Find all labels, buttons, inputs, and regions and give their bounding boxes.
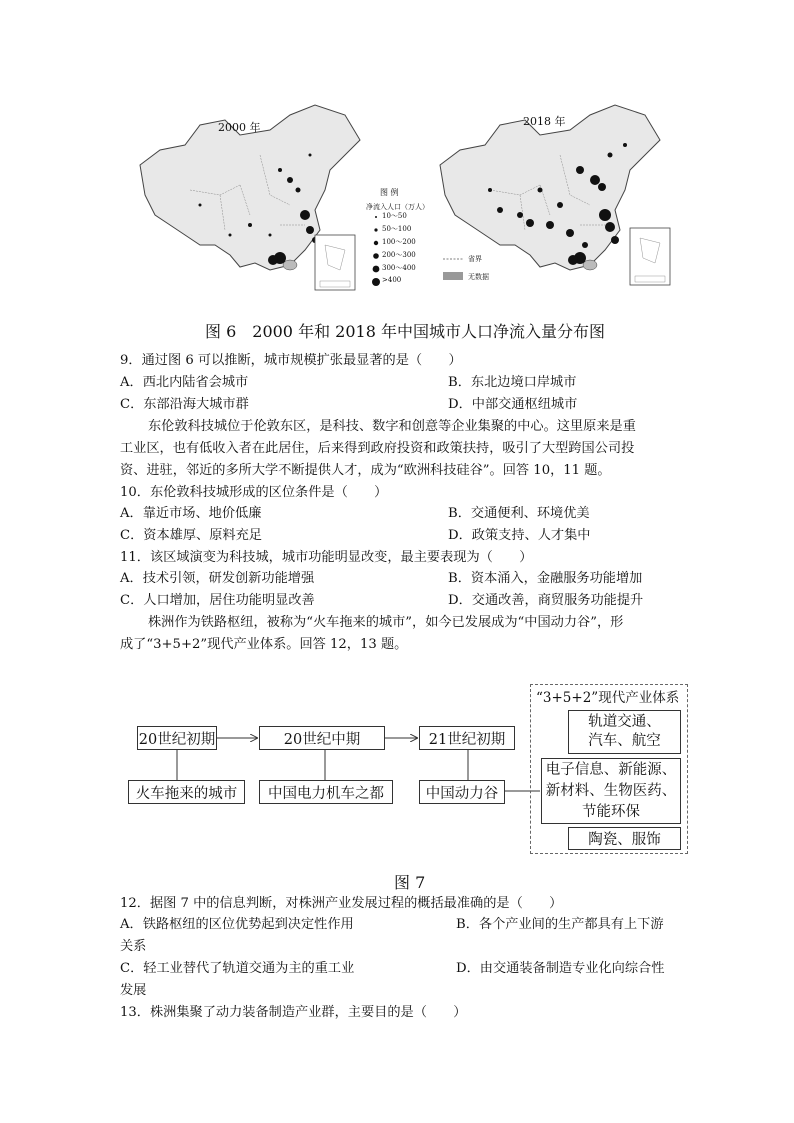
passage2-line: 成了“3+5+2”现代产业体系。回答 12，13 题。 [120, 637, 408, 652]
passage1-line: 资、进驻，邻近的多所大学不断提供人才，成为“欧洲科技硅谷”。回答 10，11 题。 [120, 463, 611, 478]
legend-province: 省界 [468, 255, 482, 263]
q11-option-d: D．交通改善，商贸服务功能提升 [448, 593, 644, 608]
industry-box-3 [568, 710, 681, 754]
q10-option-c: C．资本雄厚、原料充足 [120, 528, 262, 543]
legend-subtitle: 净流入人口（万人） [366, 203, 429, 211]
industry-box-5 [541, 758, 681, 824]
map-2000 [130, 95, 400, 300]
industry5-line: 节能环保 [582, 803, 640, 820]
map-2018-title: 2018 年 [523, 115, 566, 128]
figure-7-caption: 图 7 [394, 873, 426, 892]
q10-stem: 10．东伦敦科技城形成的区位条件是（ ） [120, 485, 388, 500]
map-2000-title: 2000 年 [218, 121, 261, 134]
q12-option-d-cont: 发展 [120, 983, 147, 998]
q12-option-a: A．铁路枢纽的区位优势起到决定性作用 [120, 917, 354, 932]
q12-option-c: C．轻工业替代了轨道交通为主的重工业 [120, 961, 355, 976]
q11-stem: 11．该区域演变为科技城，城市功能明显改变，最主要表现为（ ） [120, 550, 533, 565]
label-box-locomotive-capital: 中国电力机车之都 [259, 780, 393, 804]
q13-stem: 13．株洲集聚了动力装备制造产业群，主要目的是（ ） [120, 1005, 467, 1020]
legend-item: >400 [382, 276, 402, 284]
q12-option-b-cont: 关系 [120, 939, 147, 954]
q10-option-d: D．政策支持、人才集中 [448, 528, 591, 543]
industry5-line: 新材料、生物医药、 [545, 782, 677, 799]
passage2-line: 株洲作为铁路枢纽，被称为“火车拖来的城市”，如今已发展成为“中国动力谷”，形 [148, 615, 624, 630]
legend-item: 200～300 [382, 251, 416, 259]
period-box-early-21st: 21世纪初期 [419, 726, 515, 750]
q10-option-b: B．交通便利、环境优美 [448, 506, 590, 521]
q10-option-a: A．靠近市场、地价低廉 [120, 506, 262, 521]
legend-nodata: 无数据 [468, 273, 489, 281]
q9-option-d: D．中部交通枢纽城市 [448, 397, 578, 412]
legend-title: 图 例 [380, 188, 399, 197]
industry-system-frame [530, 684, 688, 854]
label-box-train-city: 火车拖来的城市 [128, 780, 245, 804]
q12-option-b: B．各个产业间的生产都具有上下游 [456, 917, 664, 932]
period-box-early-20th: 20世纪初期 [137, 726, 217, 750]
legend-province-symbol [442, 255, 464, 263]
q9-option-a: A．西北内陆省会城市 [120, 375, 249, 390]
label-box-power-valley: 中国动力谷 [419, 780, 505, 804]
figure-6 [130, 95, 690, 300]
industry3-line: 轨道交通、 [588, 714, 661, 730]
legend-item: 100～200 [382, 238, 416, 246]
q12-stem: 12．据图 7 中的信息判断，对株洲产业发展过程的概括最准确的是（ ） [120, 896, 563, 911]
legend-item: 10～50 [382, 212, 407, 220]
period-box-mid-20th: 20世纪中期 [259, 726, 385, 750]
q11-option-c: C．人口增加，居住功能明显改善 [120, 593, 315, 608]
industry5-line: 电子信息、新能源、 [545, 761, 677, 778]
industry-system-title: “3+5+2”现代产业体系 [536, 690, 680, 706]
q9-option-c: C．东部沿海大城市群 [120, 397, 249, 412]
passage1-line: 东伦敦科技城位于伦敦东区，是科技、数字和创意等企业集聚的中心。这里原来是重 [148, 419, 636, 434]
figure-6-caption: 图 6 2000 年和 2018 年中国城市人口净流入量分布图 [205, 322, 605, 341]
passage1-line: 工业区，也有低收入者在此居住，后来得到政府投资和政策扶持，吸引了大型跨国公司投 [120, 441, 635, 456]
q12-option-d: D．由交通装备制造专业化向综合性 [456, 961, 665, 976]
legend-item: 50～100 [382, 225, 412, 233]
q11-option-b: B．资本涌入，金融服务功能增加 [448, 571, 643, 586]
legend-nodata-swatch [443, 272, 463, 280]
industry-box-2: 陶瓷、服饰 [568, 827, 681, 850]
q9-stem: 9．通过图 6 可以推断，城市规模扩张最显著的是（ ） [120, 353, 462, 368]
q9-option-b: B．东北边境口岸城市 [448, 375, 577, 390]
legend-item: 300～400 [382, 264, 416, 272]
q11-option-a: A．技术引领，研发创新功能增强 [120, 571, 315, 586]
industry3-line: 汽车、航空 [588, 733, 661, 749]
